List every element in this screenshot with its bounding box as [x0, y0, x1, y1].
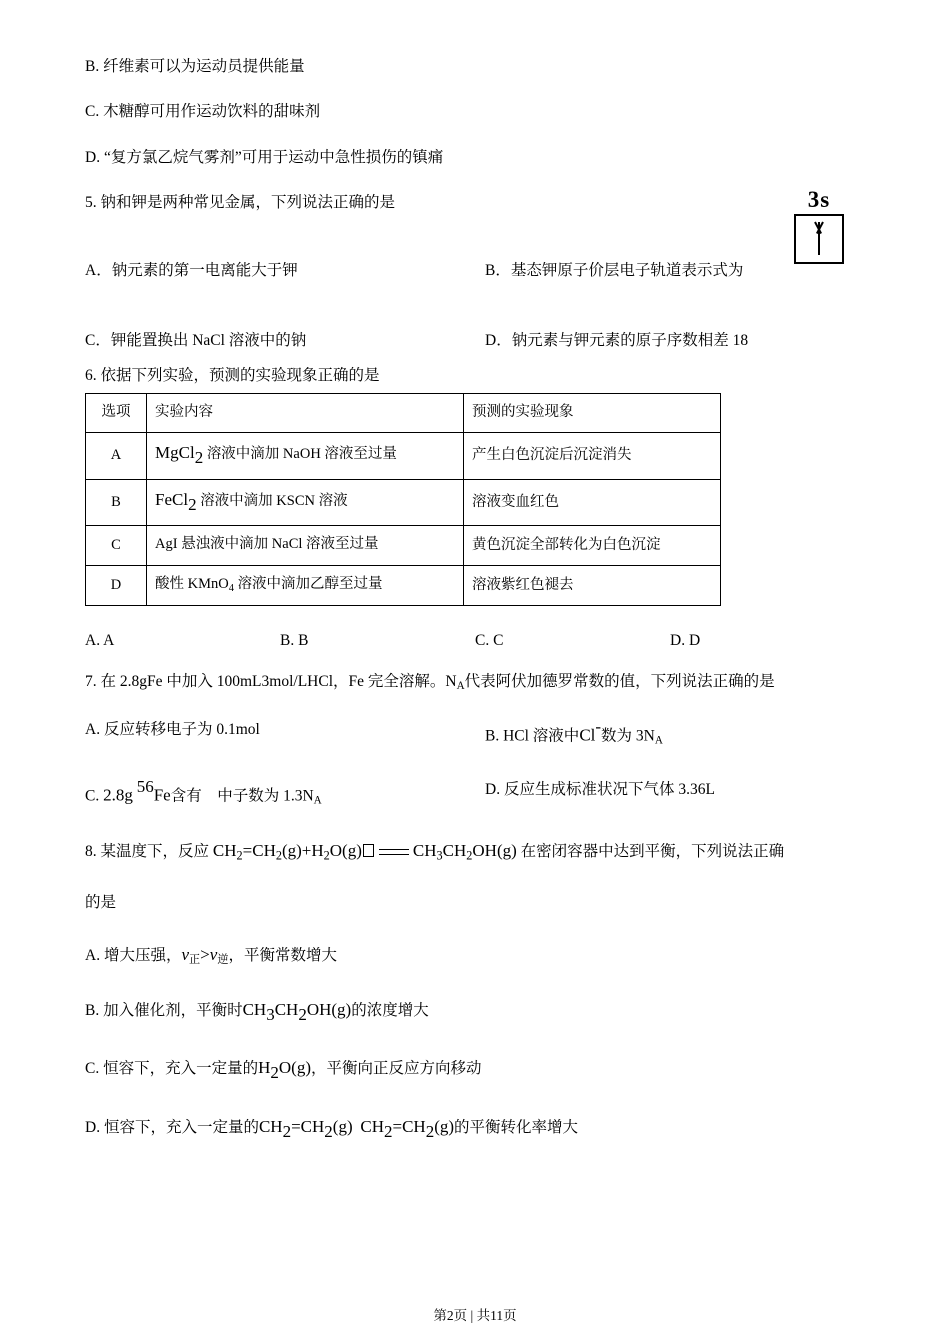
- row-content: [147, 479, 464, 526]
- q7-stem-post: 代表阿伏加德罗常数的值，下列说法正确的是: [464, 673, 775, 691]
- header-option: 选项: [86, 394, 147, 433]
- row-option: B: [86, 479, 147, 526]
- rate-reverse-sub: 逆: [217, 954, 229, 967]
- isotope-number: 56: [136, 776, 154, 796]
- row-content: [147, 526, 464, 566]
- ion-charge: -: [595, 717, 602, 737]
- formula-part: OH(g): [306, 1000, 352, 1020]
- equilibrium-arrows-icon: [377, 845, 411, 859]
- formula-sub: 2: [194, 447, 204, 467]
- row-content-text: 溶液中滴加乙醇至过量: [233, 576, 383, 593]
- formula-sub: 2: [270, 1063, 279, 1083]
- eq-ch3: CH: [412, 841, 437, 861]
- formula-part: (g): [434, 1116, 455, 1136]
- q8-option-d-post: 的平衡转化率增大: [454, 1118, 579, 1136]
- row-content: [147, 566, 464, 606]
- table-header-row: [86, 394, 721, 433]
- formula-part: =CH: [392, 1116, 426, 1136]
- experiment-table: [85, 393, 721, 606]
- row-phenomenon: 产生白色沉淀后沉淀消失: [464, 432, 721, 479]
- q8-stem-post2: 的是: [85, 894, 117, 912]
- q7-option-b-pre: B. HCl 溶液中: [485, 727, 580, 745]
- formula-sub: 2: [188, 494, 197, 514]
- q5-option-d: D．钠元素与钾元素的原子序数相差 18: [485, 332, 749, 349]
- up-arrow-icon: [818, 222, 820, 255]
- q7-option-d: D. 反应生成标准状况下气体 3.36L: [485, 780, 715, 798]
- formula-fecl2: FeCl: [155, 489, 189, 509]
- formula-ethene: CH: [258, 1116, 283, 1136]
- q8-equation: [212, 841, 517, 863]
- header-content: 实验内容: [147, 394, 464, 433]
- eq-sub: 2: [236, 848, 243, 863]
- formula-sub: 3: [266, 1004, 275, 1024]
- q7-option-b-sub: A: [654, 734, 663, 747]
- q6-option-c: C. C: [475, 632, 504, 650]
- q8-option-d: [85, 1114, 865, 1144]
- eq-ch: CH: [212, 841, 237, 861]
- page-footer: 第2页 | 共11页: [433, 1308, 517, 1323]
- table-row: [86, 432, 721, 479]
- element-fe: Fe: [153, 785, 171, 805]
- row-option: C: [86, 526, 147, 566]
- q7-option-a: A. 反应转移电子为 0.1mol: [85, 721, 260, 739]
- orbital-diagram: [784, 188, 854, 264]
- formula-part: CH: [274, 1000, 299, 1020]
- formula-sub: 2: [324, 1121, 333, 1141]
- q7-option-c: [85, 777, 485, 807]
- q6-option-b: B. B: [280, 632, 309, 650]
- formula-sub: 2: [383, 1121, 393, 1141]
- orbital-box: [794, 214, 844, 264]
- q5-option-b: B．基态钾原子价层电子轨道表示式为: [485, 262, 744, 279]
- formula-part: (g): [332, 1116, 353, 1136]
- orbital-label: 3s: [807, 187, 831, 212]
- q5-option-c: C．钾能置换出 NaCl 溶液中的钠: [85, 332, 307, 349]
- q8-option-b-post: 的浓度增大: [351, 1002, 429, 1020]
- q6-option-d: D. D: [670, 632, 701, 650]
- q7-option-c-sub: A: [313, 794, 322, 807]
- q7-option-b: [485, 717, 865, 747]
- eq-sub: 2: [323, 848, 330, 863]
- row-content: [147, 432, 464, 479]
- table-row: [86, 526, 721, 566]
- rate-reverse: v: [209, 945, 218, 965]
- table-row: [86, 566, 721, 606]
- q8-stem-post: 在密闭容器中达到平衡，下列说法正确: [520, 843, 785, 861]
- row-option: D: [86, 566, 147, 606]
- q6-stem: 6. 依据下列实验，预测的实验现象正确的是: [85, 367, 380, 384]
- formula-mgcl2: MgCl: [155, 442, 195, 462]
- eq-sub: 3: [436, 848, 443, 863]
- eq-ohg: OH(g): [472, 841, 517, 861]
- formula-ethene-2: CH: [360, 1116, 384, 1136]
- eq-og: O(g): [329, 841, 362, 861]
- q6-option-a: A. A: [85, 632, 115, 650]
- eq-ch2: =CH: [242, 841, 276, 861]
- q8-option-b-pre: B. 加入催化剂，平衡时: [85, 1002, 243, 1020]
- row-option: A: [86, 432, 147, 479]
- formula-sub: 4: [228, 583, 234, 595]
- formula-part: =CH: [291, 1116, 325, 1136]
- q8-option-c: [85, 1055, 865, 1085]
- q4-option-d: D. “复方氯乙烷气雾剂”可用于运动中急性损伤的镇痛: [85, 148, 444, 166]
- row-phenomenon: 溶液紫红色褪去: [464, 566, 721, 606]
- row-content-text: 溶液中滴加 KSCN 溶液: [196, 492, 348, 509]
- q7-option-c-mid: 含有 中子数为 1.3N: [170, 787, 314, 805]
- rate-forward-sub: 正: [189, 954, 201, 967]
- formula-sub: 2: [282, 1121, 292, 1141]
- eq-sub: 2: [466, 848, 473, 863]
- q7-stem: [85, 670, 865, 695]
- header-phenomenon: 预测的实验现象: [464, 394, 721, 433]
- q7-option-b-post: 数为 3N: [601, 727, 655, 745]
- rate-forward: v: [181, 945, 189, 965]
- q8-option-a: [85, 942, 865, 969]
- eq-gas-h: (g)+H: [281, 841, 324, 861]
- q8-stem: [85, 838, 865, 865]
- row-phenomenon: 黄色沉淀全部转化为白色沉淀: [464, 526, 721, 566]
- q8-option-c-post: ，平衡向正反应方向移动: [310, 1060, 482, 1078]
- q7-stem-sub: A: [456, 680, 465, 693]
- eq-sub: 2: [275, 848, 282, 863]
- box-glyph-icon: [363, 844, 374, 857]
- q8-option-a-pre: A. 增大压强，: [85, 947, 182, 965]
- row-phenomenon: 溶液变血红色: [464, 479, 721, 526]
- formula-water: H: [258, 1058, 271, 1078]
- formula-ethanol: CH: [242, 1000, 267, 1020]
- row-content-text: 溶液中滴加 NaOH 溶液至过量: [203, 445, 397, 462]
- q8-option-b: [85, 997, 865, 1027]
- q7-option-c-pre: C.: [85, 787, 100, 805]
- formula-sub: 2: [298, 1004, 307, 1024]
- gt-sign: >: [200, 945, 210, 965]
- q8-option-d-pre: D. 恒容下，充入一定量的: [85, 1118, 259, 1136]
- ion-cl: Cl: [579, 725, 596, 745]
- eq-ch2b: CH: [442, 841, 467, 861]
- q6-answer-options: [85, 632, 865, 650]
- row-content-text: 悬浊液中滴加 NaCl 溶液至过量: [177, 536, 379, 553]
- formula-sub: 2: [425, 1121, 435, 1141]
- q7-stem-pre: 7. 在 2.8gFe 中加入 100mL3mol/LHCl，Fe 完全溶解。N: [85, 673, 457, 691]
- q8-option-c-pre: C. 恒容下，充入一定量的: [85, 1060, 259, 1078]
- q5-option-a: A．钠元素的第一电离能大于钾: [85, 262, 298, 279]
- mass-value: 2.8g: [103, 785, 133, 805]
- formula-part: O(g): [278, 1058, 311, 1078]
- q4-option-b: B. 纤维素可以为运动员提供能量: [85, 58, 305, 75]
- formula-agi: AgI: [155, 536, 178, 553]
- q5-stem: 5. 钠和钾是两种常见金属，下列说法正确的是: [85, 193, 396, 211]
- q4-option-c: C. 木糖醇可用作运动饮料的甜味剂: [85, 103, 321, 121]
- q8-stem-pre: 8. 某温度下，反应: [85, 843, 210, 861]
- formula-kmno4: 酸性 KMnO: [155, 576, 229, 593]
- table-row: [86, 479, 721, 526]
- q8-option-a-post: ，平衡常数增大: [228, 947, 337, 965]
